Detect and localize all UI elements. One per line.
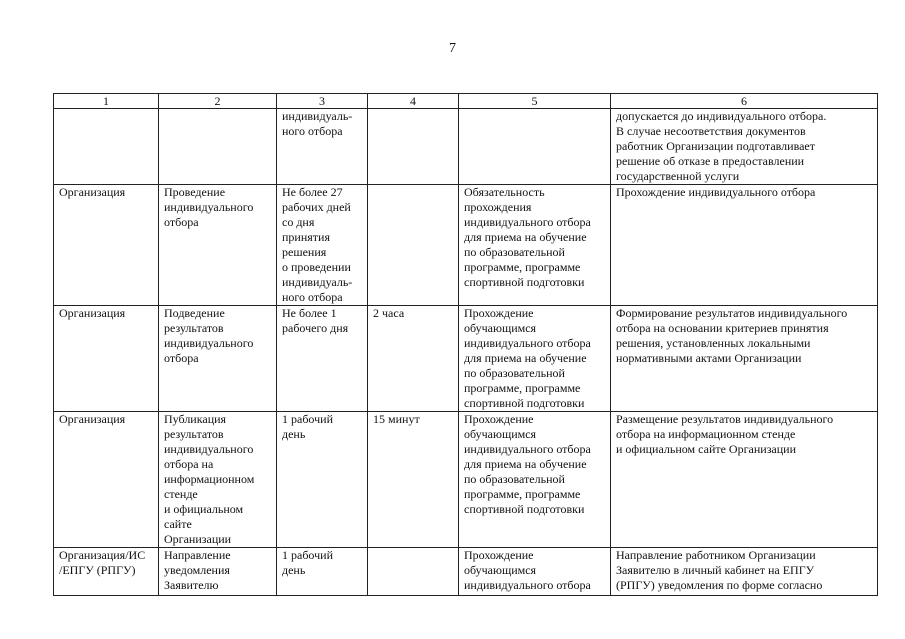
table-row xyxy=(54,412,878,548)
table-cell xyxy=(611,548,878,596)
cell-text: индивидуаль- ного отбора xyxy=(282,109,353,138)
table-cell xyxy=(459,548,611,596)
table-cell xyxy=(54,185,159,306)
cell-text: Организация/ИС /ЕПГУ (РПГУ) xyxy=(59,548,146,577)
table-cell xyxy=(54,306,159,412)
table-cell xyxy=(277,412,368,548)
cell-text: Направление уведомления Заявителю xyxy=(164,548,231,592)
table-cell xyxy=(368,185,459,306)
procedure-table xyxy=(53,93,878,596)
table-cell xyxy=(611,185,878,306)
cell-text: Публикация результатов индивидуального отбора на информационном стенде и официальном сайте Организации xyxy=(164,412,255,546)
cell-text: Организация xyxy=(59,306,126,320)
column-header: 2 xyxy=(159,94,277,109)
cell-text: Организация xyxy=(59,185,126,199)
column-header: 1 xyxy=(54,94,159,109)
cell-text: Направление работником Организации Заявителю в личный кабинет на ЕПГУ (РПГУ) уведомления по форме согласно xyxy=(616,548,823,592)
cell-text: Проведение индивидуального отбора xyxy=(164,185,254,229)
table-cell xyxy=(611,109,878,185)
table-cell xyxy=(159,412,277,548)
table-cell xyxy=(368,109,459,185)
table-cell xyxy=(159,109,277,185)
column-header: 3 xyxy=(277,94,368,109)
table-cell xyxy=(459,412,611,548)
table-cell xyxy=(54,412,159,548)
cell-text: 2 часа xyxy=(373,306,405,320)
cell-text: 15 минут xyxy=(373,412,420,426)
page-number: 7 xyxy=(449,41,456,56)
table-cell xyxy=(611,306,878,412)
table-cell xyxy=(54,548,159,596)
cell-text: Формирование результатов индивидуального отбора на основании критериев принятия решения, установленных локальными нормативными актами Организации xyxy=(616,306,848,365)
cell-text: допускается до индивидуального отбора. В случае несоответствия документов работник Организации подготавливает решение об отказе в предоставлении государственной услуги xyxy=(616,109,827,183)
table-cell xyxy=(54,109,159,185)
cell-text: Организация xyxy=(59,412,126,426)
table-cell xyxy=(277,185,368,306)
table-cell xyxy=(368,306,459,412)
table-cell xyxy=(459,185,611,306)
cell-text: Обязательность прохождения индивидуального отбора для приема на обучение по образовательной программе, программе спортивной подготовки xyxy=(464,185,591,289)
cell-text: 1 рабочий день xyxy=(282,412,333,441)
column-header: 4 xyxy=(368,94,459,109)
column-header: 5 xyxy=(459,94,611,109)
table-row xyxy=(54,306,878,412)
table-row xyxy=(54,109,878,185)
column-header: 6 xyxy=(611,94,878,109)
cell-text: Прохождение обучающимся индивидуального отбора для приема на обучение по образовательной программе, программе спортивной подготовки xyxy=(464,412,591,516)
cell-text: Подведение результатов индивидуального отбора xyxy=(164,306,254,365)
cell-text: Прохождение обучающимся индивидуального отбора xyxy=(464,548,591,592)
table-cell xyxy=(159,185,277,306)
cell-text: 1 рабочий день xyxy=(282,548,333,577)
table-cell xyxy=(159,548,277,596)
table-cell xyxy=(368,548,459,596)
table-cell xyxy=(459,306,611,412)
cell-text: Не более 1 рабочего дня xyxy=(282,306,349,335)
table-cell xyxy=(277,109,368,185)
table-row xyxy=(54,548,878,596)
cell-text: Размещение результатов индивидуального отбора на информационном стенде и официальном сайте Организации xyxy=(616,412,834,456)
table-cell xyxy=(368,412,459,548)
table-cell xyxy=(277,548,368,596)
table-cell xyxy=(159,306,277,412)
cell-text: Не более 27 рабочих дней со дня принятия решения о проведении индивидуаль- ного отбора xyxy=(282,185,353,304)
table-row xyxy=(54,185,878,306)
table-header-row xyxy=(54,94,878,109)
table-cell xyxy=(277,306,368,412)
cell-text: Прохождение индивидуального отбора xyxy=(616,185,816,199)
table-cell xyxy=(611,412,878,548)
table-cell xyxy=(459,109,611,185)
cell-text: Прохождение обучающимся индивидуального отбора для приема на обучение по образовательной программе, программе спортивной подготовки xyxy=(464,306,591,410)
